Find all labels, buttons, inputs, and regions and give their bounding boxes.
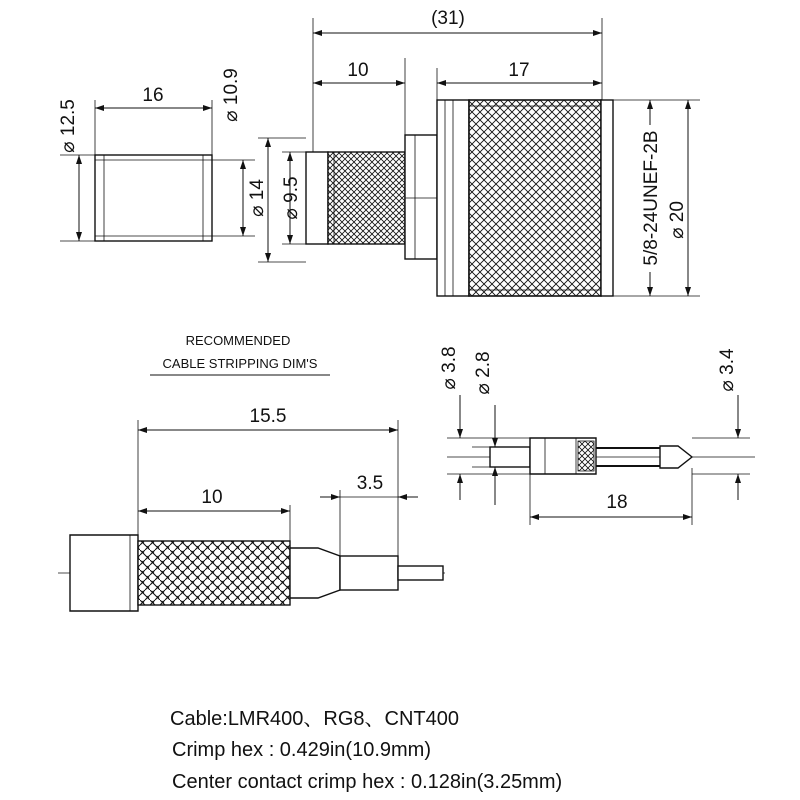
strip-overall-label: 15.5: [249, 406, 287, 427]
pin-dia-28-label: ⌀ 2.8: [473, 351, 494, 395]
center-pin: [447, 395, 755, 525]
crimp-dia-label: ⌀ 9.5: [281, 176, 302, 220]
stripping-title-line2: CABLE STRIPPING DIM'S: [162, 356, 318, 371]
overall-length-label: (31): [431, 8, 465, 29]
ferrule-od-label: ⌀ 12.5: [58, 99, 79, 153]
nut-length-label: 17: [508, 60, 530, 81]
strip-braid-label: 10: [201, 487, 223, 508]
ferrule-id-label: ⌀ 10.9: [221, 68, 242, 122]
thread-label: 5/8-24UNEF-2B: [641, 130, 662, 266]
spec-center-contact-crimp-hex: Center contact crimp hex : 0.128in(3.25mm): [172, 771, 563, 793]
stripped-cable: [58, 420, 445, 611]
strip-conductor-label: 3.5: [356, 473, 384, 494]
nut-dia-label: ⌀ 20: [667, 201, 688, 239]
spec-crimp-hex: Crimp hex : 0.429in(10.9mm): [172, 739, 431, 761]
ferrule-length-label: 16: [142, 85, 164, 106]
connector-body: [258, 18, 700, 296]
body-dia-14-label: ⌀ 14: [247, 179, 268, 217]
spec-cable: Cable:LMR400、RG8、CNT400: [170, 708, 460, 730]
pin-length-label: 18: [606, 492, 628, 513]
pin-dia-34-label: ⌀ 3.4: [717, 348, 738, 392]
stripping-title-line1: RECOMMENDED: [185, 333, 291, 348]
pin-dia-38-label: ⌀ 3.8: [439, 346, 460, 390]
crimp-length-label: 10: [347, 60, 369, 81]
